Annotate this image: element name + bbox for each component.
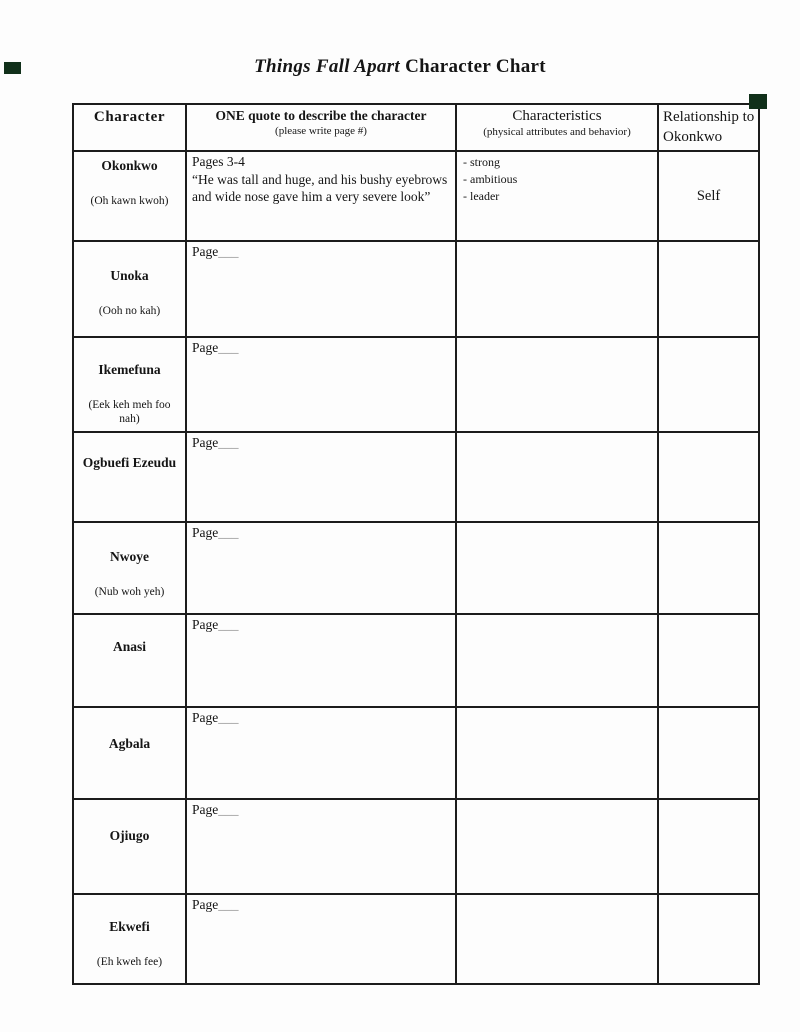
page-blank-line: ___ <box>218 525 239 540</box>
characteristic-item: - strong <box>463 155 500 169</box>
character-name: Anasi <box>112 639 146 654</box>
quote-cell <box>186 522 456 614</box>
character-row <box>73 707 759 799</box>
page-title <box>0 56 800 78</box>
character-row <box>73 894 759 984</box>
character-name: Unoka <box>110 268 149 283</box>
character-pronunciation: (Ooh no kah) <box>98 304 161 317</box>
relationship-cell <box>658 337 759 432</box>
page-number-label <box>192 709 450 727</box>
header-row <box>73 104 759 151</box>
relationship-cell <box>658 241 759 337</box>
page-word: Pages 3-4 <box>192 154 245 169</box>
header-relationship: Relationship to Okonkwo <box>658 104 759 151</box>
relationship-value: Self <box>696 187 721 204</box>
character-name: Agbala <box>108 736 151 751</box>
character-row <box>73 614 759 707</box>
characteristics-cell <box>456 241 658 337</box>
relationship-cell <box>658 707 759 799</box>
quote-cell <box>186 151 456 241</box>
page-blank-line: ___ <box>218 710 239 725</box>
character-pronunciation: (Eh kweh fee) <box>96 955 163 968</box>
page-word: Page <box>192 710 219 725</box>
characteristics-cell <box>456 707 658 799</box>
page-blank-line: ___ <box>218 244 239 259</box>
character-cell <box>73 337 186 432</box>
page-number-label <box>192 801 450 819</box>
character-name: Nwoye <box>110 549 149 564</box>
character-row <box>73 799 759 894</box>
character-name: Ikemefuna <box>98 362 161 377</box>
characteristic-item: - ambitious <box>463 171 518 186</box>
character-row <box>73 241 759 337</box>
quote-cell <box>186 337 456 432</box>
header-characteristics <box>456 104 658 151</box>
character-quote: “He was tall and huge, and his bushy eyebrows and wide nose gave him a very severe look” <box>192 171 448 205</box>
character-cell <box>73 522 186 614</box>
character-pronunciation: (Nub woh yeh) <box>94 585 165 598</box>
page-number-label <box>192 339 450 357</box>
relationship-cell <box>658 614 759 707</box>
relationship-cell <box>658 894 759 984</box>
page-number-label <box>192 153 450 171</box>
characteristics-cell <box>456 894 658 984</box>
page-number-label <box>192 896 450 914</box>
page-blank-line: ___ <box>218 617 239 632</box>
header-characteristics-main: Characteristics <box>512 108 602 124</box>
page-word: Page <box>192 802 219 817</box>
character-row <box>73 337 759 432</box>
characteristics-cell <box>456 432 658 522</box>
corner-artifact-top-right <box>749 94 767 109</box>
character-cell <box>73 894 186 984</box>
characteristics-cell <box>456 799 658 894</box>
page-word: Page <box>192 525 219 540</box>
character-pronunciation: (Eek keh meh foo nah) <box>88 398 171 425</box>
character-chart-table <box>72 103 760 985</box>
page-title-book-name: Things Fall Apart <box>254 56 401 77</box>
character-cell <box>73 614 186 707</box>
character-cell <box>73 432 186 522</box>
relationship-cell <box>658 151 759 241</box>
quote-cell <box>186 707 456 799</box>
header-quote-main: ONE quote to describe the character <box>215 108 427 123</box>
characteristics-cell <box>456 151 658 241</box>
character-cell <box>73 151 186 241</box>
page-word: Page <box>192 244 219 259</box>
characteristics-cell <box>456 522 658 614</box>
page-blank-line: ___ <box>218 802 239 817</box>
header-character: Character <box>73 104 186 151</box>
quote-cell <box>186 799 456 894</box>
page-blank-line: ___ <box>218 897 239 912</box>
page-word: Page <box>192 617 219 632</box>
relationship-cell <box>658 432 759 522</box>
character-cell <box>73 241 186 337</box>
page-number-label <box>192 434 450 452</box>
characteristics-cell <box>456 614 658 707</box>
characteristic-item: - leader <box>463 188 500 203</box>
header-quote-sub: (please write page #) <box>275 125 367 137</box>
character-row <box>73 522 759 614</box>
corner-artifact-top-left <box>4 62 21 74</box>
quote-cell <box>186 894 456 984</box>
character-name: Okonkwo <box>101 158 158 173</box>
character-row <box>73 432 759 522</box>
quote-cell <box>186 241 456 337</box>
characteristics-cell <box>456 337 658 432</box>
quote-cell <box>186 432 456 522</box>
header-quote <box>186 104 456 151</box>
page-number-label <box>192 616 450 634</box>
page-word: Page <box>192 340 219 355</box>
character-pronunciation: (Oh kawn kwoh) <box>90 194 169 207</box>
page-word: Page <box>192 435 219 450</box>
character-name: Ojiugo <box>109 828 150 843</box>
relationship-cell <box>658 799 759 894</box>
header-characteristics-sub: (physical attributes and behavior) <box>483 126 631 138</box>
page-title-suffix: Character Chart <box>400 56 546 77</box>
relationship-cell <box>658 522 759 614</box>
character-cell <box>73 707 186 799</box>
page-blank-line: ___ <box>218 340 239 355</box>
page-word: Page <box>192 897 219 912</box>
character-name: Ogbuefi Ezeudu <box>82 455 177 470</box>
character-name: Ekwefi <box>109 919 150 934</box>
character-row <box>73 151 759 241</box>
quote-cell <box>186 614 456 707</box>
page-blank-line: ___ <box>218 435 239 450</box>
character-cell <box>73 799 186 894</box>
page-number-label <box>192 524 450 542</box>
page-number-label <box>192 243 450 261</box>
